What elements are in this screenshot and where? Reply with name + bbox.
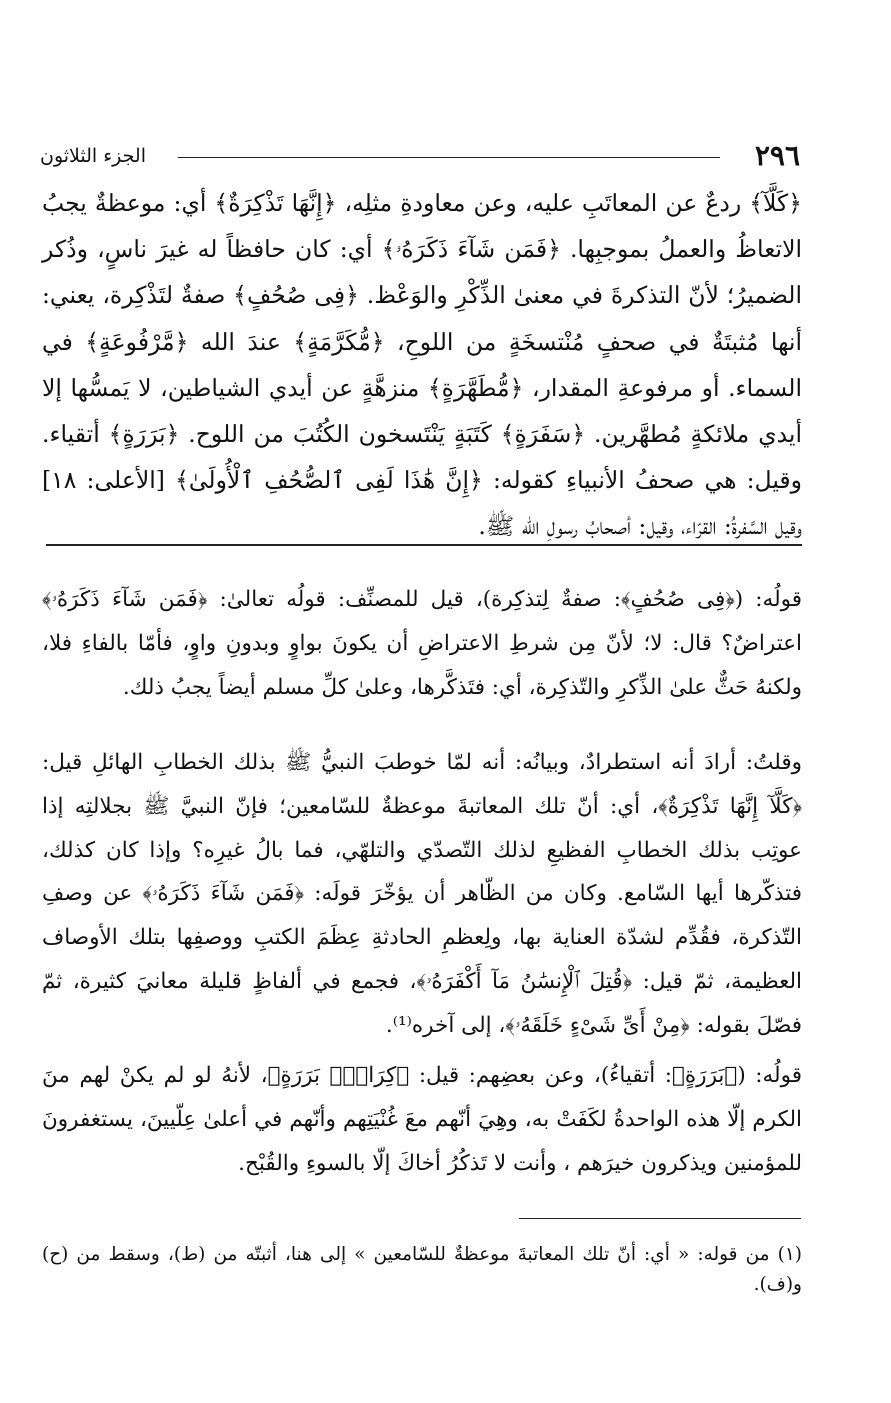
gloss-text-2: وقلتُ: أرادَ أنه استطرادٌ، وبيانُه: أنه لمّا خوطبَ النبيُّ ﷺ بذلك الخطابِ الهائلِ قيل: ﴿كَلَّآ إِنَّهَا تَذْكِرَةٌ﴾، أي: أنّ تلك المعاتبةَ موعظةٌ للسّامعين؛ فإنّ النبيَّ ﷺ بجلالتِه إذا عوتِب بذلك الخطابِ الفظيعِ لذلك التّصدّي والتلهّي، فما بالُ غيرِه؟ وإذا كان كذلك، فتذكّرها أيها السّامع. وكان من الظّاهر أن يؤخّرَ قولَه: ﴿فَمَن شَآءَ ذَكَرَهُۥ﴾ عن وصفِ التّذكرة، فقُدِّم لشدّة العناية بها، ولِعظمِ الحادثةِ عِظَمَ الكتبِ ووصفِها بتلك الأوصاف العظيمة، ثمّ قيل: ﴿قُتِلَ ٱلْإِنسَٰنُ مَآ أَكْفَرَهُۥ﴾، فجمع في ألفاظٍ قليلة معانيَ كثيرة، ثمّ فصّلَ بقوله: ﴿مِنْ أَىِّ شَىْءٍ خَلَقَهُۥ﴾، إلى آخره⁽¹⁾. [42, 750, 802, 1038]
footnote [42, 1240, 802, 1300]
commentary-text [42, 180, 802, 550]
section-divider [46, 544, 802, 546]
gloss-paragraph-3 [42, 1054, 802, 1185]
page-number: ٢٩٦ [754, 139, 800, 172]
gloss-paragraph-1 [42, 578, 802, 710]
gloss-text-1: قولُه: (﴿فِى صُحُفٍ﴾: صفةٌ لِتذكِرة)، قيل للمصنِّف: قولُه تعالىٰ: ﴿فَمَن شَآءَ ذَكَرَهُۥ﴾ اعتراضٌ؟ قال: لا؛ لأنّ مِن شرطِ الاعتراضِ أن يكونَ بواوٍ وبدونِ واوٍ، فأمّا بالفاءِ فلا، ولكنهُ حَثٌّ علىٰ الذِّكرِ والتّذكِرة، أي: فتَذكَّرها، وعلىٰ كلِّ مسلم أيضاً يجبُ ذلك. [42, 587, 802, 700]
header-rule [178, 157, 720, 158]
footnote-divider [519, 1218, 801, 1219]
footnote-text: (١) من قوله: « أي: أنّ تلك المعاتبةَ موعظةٌ للسّامعين » إلى هنا، أثبتّه من (ط)، وسقط من (ح) و(ف). [42, 1244, 802, 1295]
part-title: الجزء الثلاثون [40, 145, 146, 167]
gloss-paragraph-2 [42, 741, 802, 1048]
commentary-paragraph: ﴿كَلَّآ﴾ ردعٌ عن المعاتَبِ عليه، وعن معاودةِ مثلِه، ﴿إِنَّهَا تَذْكِرَةٌ﴾ أي: موعظةٌ يجبُ الاتعاظُ والعملُ بموجبِها. ﴿فَمَن شَآءَ ذَكَرَهُۥ﴾ أي: كان حافظاً له غيرَ ناسٍ، وذُكر الضميرُ؛ لأنّ التذكرةَ في معنىٰ الذِّكْرِ والوَعْظ. ﴿فِى صُحُفٍ﴾ صفةٌ لتَذْكِرة، يعني: أنها مُثبتَةٌ في صحفٍ مُنْتسخَةٍ من اللوحِ، ﴿مُّكَرَّمَةٍ﴾ عندَ الله ﴿مَّرْفُوعَةٍ﴾ في السماء. أو مرفوعةِ المقدار، ﴿مُّطَهَّرَةٍ﴾ منزهَّةٍ عن أيدي الشياطين، لا يَمسُّها إلا أيدي ملائكةٍ مُطهَّرين. ﴿سَفَرَةٍ﴾ كَتَبَةٍ يَنْتَسخون الكُتُبَ من اللوح. ﴿بَرَرَةٍ﴾ أتقياء. وقيل: هي صحفُ الأنبياءِ كقوله: ﴿إِنَّ هَٰذَا لَفِى ٱلصُّحُفِ ٱلْأُولَىٰ﴾ [الأعلى: ١٨] وقيل السَّفرةُ: القرّاء، وقيل: أصحابُ رسولِ الله ﷺ. [42, 189, 802, 541]
gloss-text-3: قولُه: (﴿بَرَرَةٍ﴾: أتقياءُ)، وعن بعضِهم: قيل: ﴿كِرَامٍۭ بَرَرَةٍ﴾، لأنهُ لو لم يكنْ لهم منَ الكرم إلّا هذه الواحدةُ لكَفَتْ به، وهِيَ أنّهم معَ غُنْيَتِهم وأنّهم في أعلىٰ عِلّيينَ، يستغفرونَ للمؤمنين ويذكرون خيرَهم ، وأنت لا تَذكُرُ أخاكَ إلّا بالسوءِ والقُبْح. [42, 1063, 802, 1176]
page-header [40, 138, 800, 178]
